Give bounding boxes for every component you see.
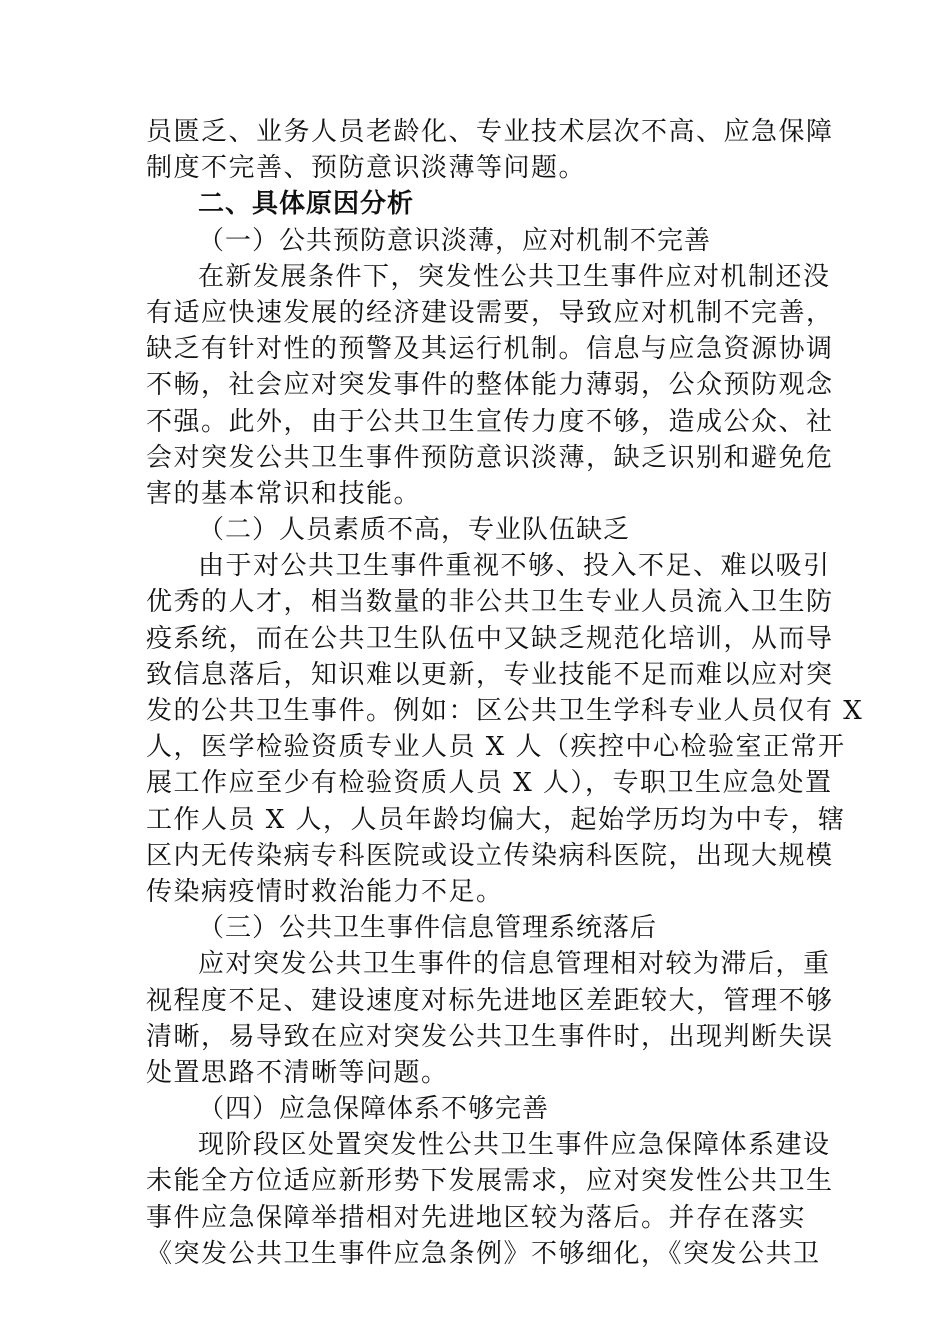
text-line: 传染病疫情时救治能力不足。 [146,876,504,907]
text-line: 在新发展条件下，突发性公共卫生事件应对机制还没 [198,261,831,292]
text-line: 优秀的人才，相当数量的非公共卫生专业人员流入卫生防 [146,587,834,618]
subsection-2 [146,512,864,910]
document-body [146,114,864,1272]
text-line: 由于对公共卫生事件重视不够、投入不足、难以吸引 [198,551,831,582]
text-line: 人，医学检验资质专业人员 X 人（疾控中心检验室正常开 [146,732,846,763]
text-line: 制度不完善、预防意识淡薄等问题。 [146,153,587,184]
text-line: 现阶段区处置突发性公共卫生事件应急保障体系建设 [198,1130,831,1161]
text-line: 应对突发公共卫生事件的信息管理相对较为滞后，重 [198,949,831,980]
subsection-heading: （一）公共预防意识淡薄，应对机制不完善 [198,225,712,256]
text-line: 员匮乏、业务人员老龄化、专业技术层次不高、应急保障 [146,117,834,147]
text-line: 发的公共卫生事件。例如：区公共卫生学科专业人员仅有 X [146,696,864,726]
subsection-1 [146,223,834,513]
text-line: 《突发公共卫生事件应急条例》不够细化，《突发公共卫 [146,1238,821,1269]
text-line: 有适应快速发展的经济建设需要，导致应对机制不完善， [146,297,834,328]
text-line: 不畅，社会应对突发事件的整体能力薄弱，公众预防观念 [146,370,834,401]
text-line: 清晰，易导致在应对突发公共卫生事件时，出现判断失误 [146,1021,834,1052]
subsection-heading: （四）应急保障体系不够完善 [198,1094,550,1125]
text-line: 展工作应至少有检验资质人员 X 人），专职卫生应急处置 [146,768,833,799]
text-line: 事件应急保障举措相对先进地区较为落后。并存在落实 [146,1202,807,1233]
text-line: 致信息落后，知识难以更新，专业技能不足而难以应对突 [146,659,834,690]
section-heading: 二、具体原因分析 [198,189,415,220]
text-line: 会对突发公共卫生事件预防意识淡薄，缺乏识别和避免危 [146,442,834,473]
text-line: 视程度不足、建设速度对标先进地区差距较大，管理不够 [146,985,834,1016]
text-line: 疫系统，而在公共卫生队伍中又缺乏规范化培训，从而导 [146,623,834,654]
intro-paragraph [146,114,834,186]
text-line: 未能全方位适应新形势下发展需求，应对突发性公共卫生 [146,1166,834,1197]
text-line: 害的基本常识和技能。 [146,478,422,509]
subsection-heading: （二）人员素质不高，专业队伍缺乏 [198,515,631,546]
text-line: 工作人员 X 人，人员年龄均偏大，起始学历均为中专，辖 [146,804,846,835]
subsection-3 [146,910,834,1091]
text-line: 处置思路不清晰等问题。 [146,1057,449,1088]
text-line: 区内无传染病专科医院或设立传染病科医院，出现大规模 [146,840,834,871]
text-line: 不强。此外，由于公共卫生宣传力度不够，造成公众、社 [146,406,834,437]
subsection-4 [146,1091,834,1272]
text-line: 缺乏有针对性的预警及其运行机制。信息与应急资源协调 [146,334,834,365]
subsection-heading: （三）公共卫生事件信息管理系统落后 [198,913,658,944]
